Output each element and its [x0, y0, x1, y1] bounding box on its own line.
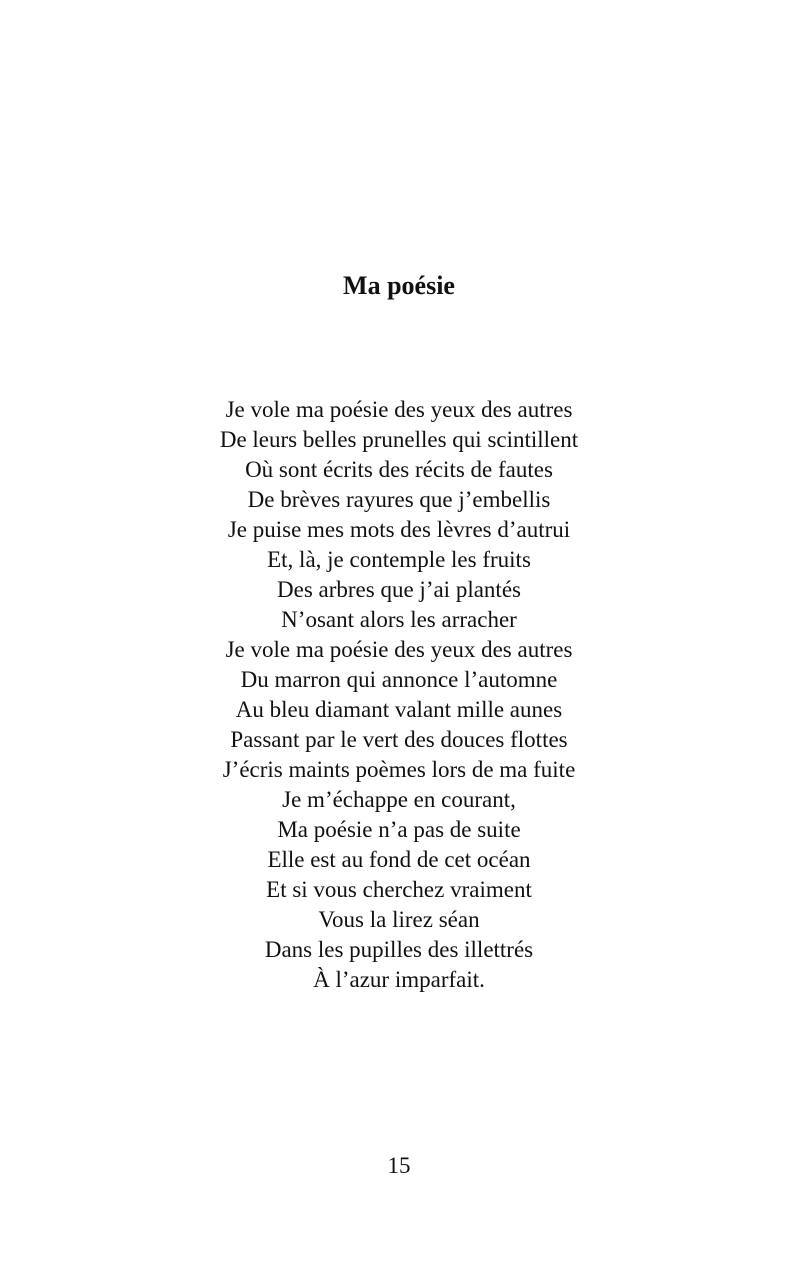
poem-line: Et, là, je contemple les fruits	[267, 547, 531, 572]
poem-line: N’osant alors les arracher	[281, 607, 517, 632]
poem-line: Elle est au fond de cet océan	[267, 847, 531, 872]
poem-line: De leurs belles prunelles qui scintillent	[219, 427, 579, 452]
poem-line: Dans les pupilles des illettrés	[264, 937, 534, 962]
page-title: Ma poésie	[343, 271, 455, 300]
poem-line: J’écris maints poèmes lors de ma fuite	[222, 757, 576, 782]
poem-line: Du marron qui annonce l’automne	[240, 667, 558, 692]
page-number: 15	[387, 1153, 411, 1178]
poem-line: À l’azur imparfait.	[313, 967, 485, 992]
poem-line: Au bleu diamant valant mille aunes	[235, 697, 563, 722]
poem-line: Je m’échappe en courant,	[282, 787, 516, 812]
poem-line: Passant par le vert des douces flottes	[230, 727, 568, 752]
poem-line: Où sont écrits des récits de fautes	[245, 457, 553, 482]
poem-line: Je puise mes mots des lèvres d’autrui	[227, 517, 571, 542]
poem-line: Vous la lirez séan	[318, 907, 480, 932]
poem-line: Je vole ma poésie des yeux des autres	[225, 397, 573, 422]
poem-line: Ma poésie n’a pas de suite	[277, 817, 521, 842]
poem-line: Je vole ma poésie des yeux des autres	[225, 637, 573, 662]
poem-line: De brèves rayures que j’embellis	[247, 487, 551, 512]
poem-line: Des arbres que j’ai plantés	[277, 577, 521, 602]
poem-body	[0, 395, 798, 995]
poem-line: Et si vous cherchez vraiment	[266, 877, 532, 902]
